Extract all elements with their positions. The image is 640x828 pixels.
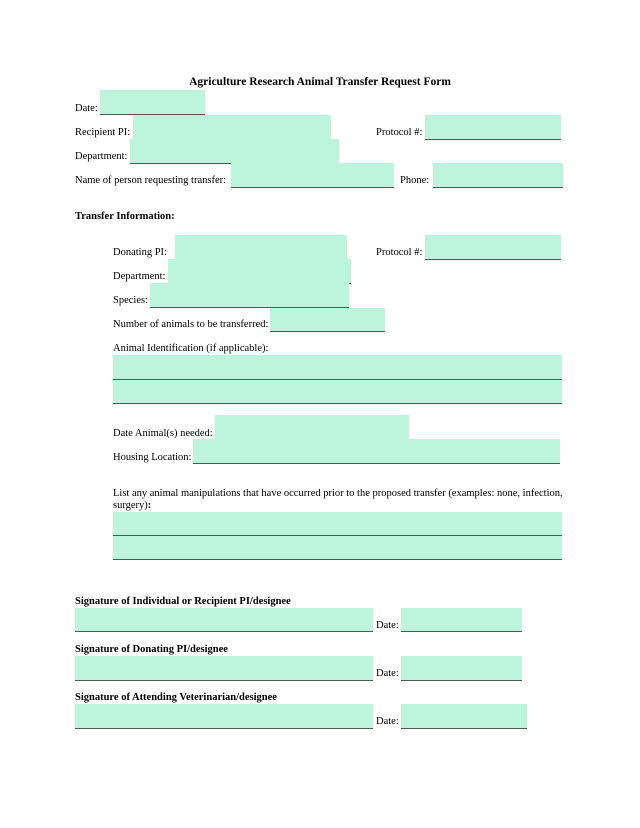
requester-field[interactable]	[231, 163, 394, 188]
donating-signature-date-label: Date:	[376, 668, 399, 679]
donating-protocol-field[interactable]	[425, 235, 561, 260]
donating-signature-date-field[interactable]	[401, 656, 522, 681]
recipient-pi-field[interactable]	[133, 115, 331, 140]
phone-label: Phone:	[400, 175, 430, 186]
requester-label: Name of person requesting transfer:	[75, 175, 227, 186]
vet-signature-heading: Signature of Attending Veterinarian/designee	[75, 692, 277, 703]
donating-signature-field[interactable]	[75, 656, 373, 681]
donating-pi-label: Donating PI:	[113, 247, 167, 258]
transfer-department-label: Department:	[113, 271, 166, 282]
vet-signature-field[interactable]	[75, 704, 373, 729]
num-animals-label: Number of animals to be transferred:	[113, 319, 269, 330]
vet-signature-date-field[interactable]	[401, 704, 527, 729]
donating-protocol-label: Protocol #:	[376, 247, 423, 258]
transfer-heading: Transfer Information:	[75, 211, 175, 222]
date-needed-field[interactable]	[215, 415, 409, 440]
species-label: Species:	[113, 295, 148, 306]
date-field[interactable]	[100, 90, 205, 115]
protocol-label: Protocol #:	[376, 127, 423, 138]
vet-signature-date-label: Date:	[376, 716, 399, 727]
date-needed-label: Date Animal(s) needed:	[113, 428, 213, 439]
manipulations-field-2[interactable]	[113, 536, 562, 560]
donating-pi-field[interactable]	[175, 235, 347, 260]
manipulations-field-1[interactable]	[113, 512, 562, 536]
recipient-signature-field[interactable]	[75, 608, 373, 632]
animal-id-label: Animal Identification (if applicable):	[113, 343, 269, 354]
manipulations-label: List any animal manipulations that have occurred prior to the proposed transfer (examples: none, infection, surgery):	[113, 488, 563, 511]
date-label: Date:	[75, 103, 98, 114]
housing-field[interactable]	[193, 439, 560, 464]
transfer-department-field[interactable]	[168, 259, 351, 284]
species-field[interactable]	[150, 283, 349, 308]
donating-signature-heading: Signature of Donating PI/designee	[75, 644, 228, 655]
housing-label: Housing Location:	[113, 452, 192, 463]
animal-id-field-1[interactable]	[113, 355, 562, 380]
department-field[interactable]	[130, 139, 339, 164]
phone-field[interactable]	[433, 163, 563, 188]
recipient-signature-date-field[interactable]	[401, 608, 522, 632]
recipient-protocol-field[interactable]	[425, 115, 561, 140]
num-animals-field[interactable]	[270, 308, 385, 332]
recipient-signature-heading: Signature of Individual or Recipient PI/designee	[75, 596, 291, 607]
animal-id-field-2[interactable]	[113, 380, 562, 404]
recipient-pi-label: Recipient PI:	[75, 127, 131, 138]
recipient-signature-date-label: Date:	[376, 620, 399, 631]
form-title: Agriculture Research Animal Transfer Request Form	[189, 76, 451, 88]
department-label: Department:	[75, 151, 128, 162]
